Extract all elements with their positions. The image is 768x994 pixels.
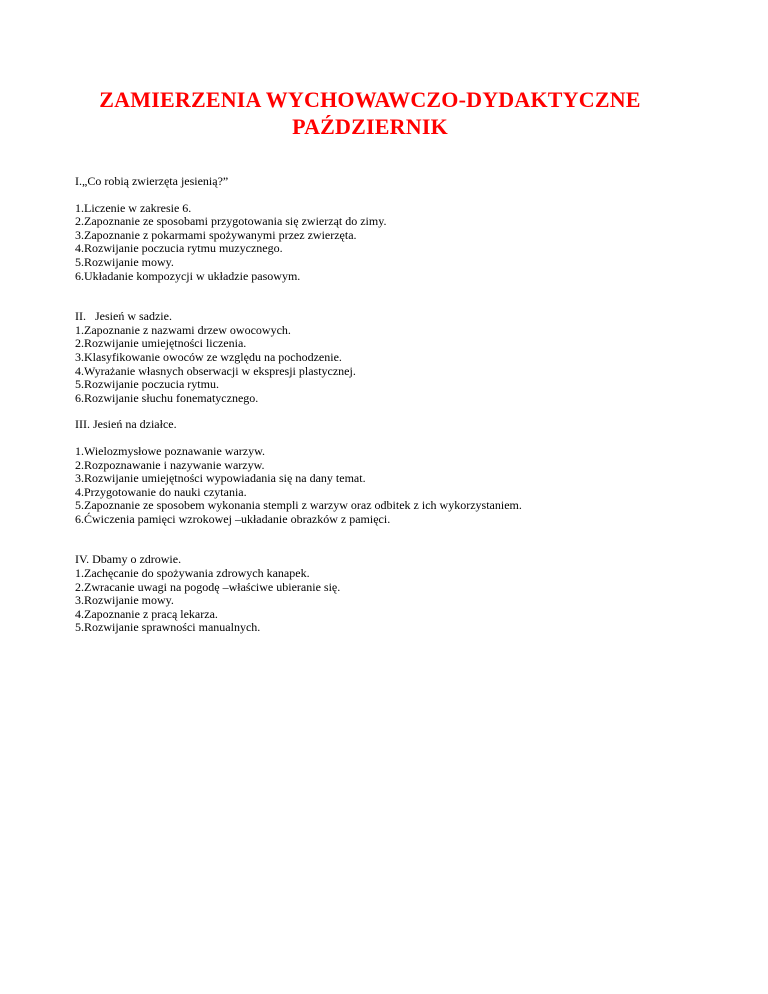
title-line-2: PAŹDZIERNIK [292,114,448,139]
list-item: 1.Zachęcanie do spożywania zdrowych kanapek. [75,566,310,581]
section-1-heading: I.„Co robią zwierzęta jesienią?” [75,174,229,188]
list-item: 2.Rozwijanie umiejętności liczenia. [75,336,247,351]
document-content [75,175,755,635]
list-item: 6.Ćwiczenia pamięci wzrokowej –układanie obrazków z pamięci. [75,511,391,526]
list-item: 1.Zapoznanie z nazwami drzew owocowych. [75,322,291,337]
list-item: 6.Rozwijanie słuchu fonematycznego. [75,390,259,405]
list-item: 2.Zapoznanie ze sposobami przygotowania się zwierząt do zimy. [75,214,387,229]
list-item: 2.Zwracanie uwagi na pogodę –właściwe ubieranie się. [75,579,341,594]
list-item: 5.Rozwijanie mowy. [75,254,174,269]
section-2-heading: II. Jesień w sadzie. [75,309,172,324]
section-4-heading: IV. Dbamy o zdrowie. [75,552,182,567]
section-3-heading: III. Jesień na działce. [75,417,177,432]
list-item: 3.Zapoznanie z pokarmami spożywanymi przez zwierzęta. [75,227,357,242]
list-item: 4.Wyrażanie własnych obserwacji w ekspresji plastycznej. [75,363,356,378]
list-item: 3.Rozwijanie umiejętności wypowiadania się na dany temat. [75,471,366,486]
list-item: 3.Klasyfikowanie owoców ze względu na pochodzenie. [75,349,342,364]
spacer [75,189,755,202]
list-item: 5.Rozwijanie sprawności manualnych. [75,620,261,635]
spacer [75,526,755,553]
list-item: 4.Rozwijanie poczucia rytmu muzycznego. [75,241,283,256]
list-item: 3.Rozwijanie mowy. [75,593,174,608]
list-item: 1.Liczenie w zakresie 6. [75,200,192,215]
list-item: 2.Rozpoznawanie i nazywanie warzyw. [75,457,265,472]
list-item: 5.Zapoznanie ze sposobem wykonania stempli z warzyw oraz odbitek z ich wykorzystaniem. [75,498,522,513]
spacer [75,283,755,310]
list-item: 1.Wielozmysłowe poznawanie warzyw. [75,443,266,458]
spacer [75,432,755,445]
list-item: 5.Rozwijanie poczucia rytmu. [75,377,219,392]
document-title [0,86,740,140]
title-line-1: ZAMIERZENIA WYCHOWAWCZO-DYDAKTYCZNE [99,87,641,112]
list-item: 4.Zapoznanie z pracą lekarza. [75,606,218,621]
list-item: 6.Układanie kompozycji w układzie pasowym. [75,268,301,283]
spacer [75,405,755,418]
list-item: 4.Przygotowanie do nauki czytania. [75,484,247,499]
